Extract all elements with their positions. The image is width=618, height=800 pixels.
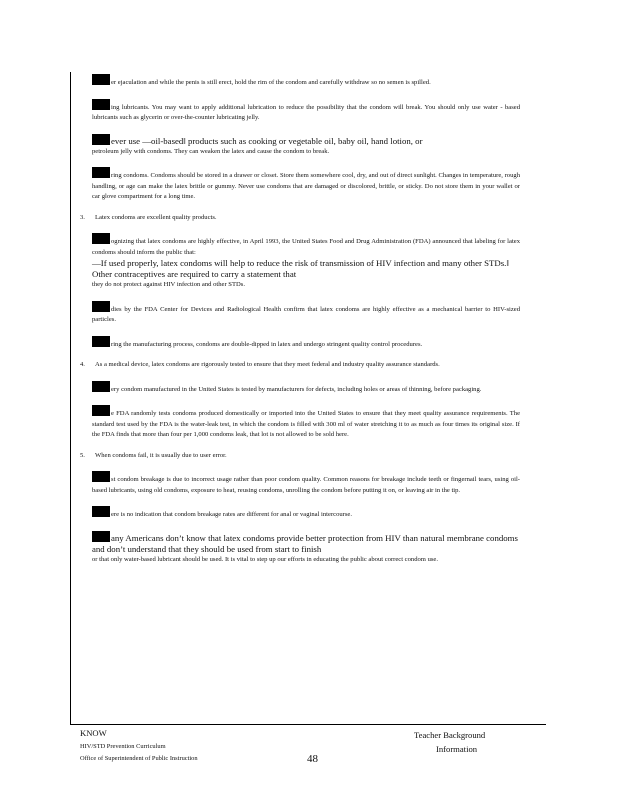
section-5: [80, 451, 520, 462]
bullet-text: ing lubricants. You may want to apply additional lubrication to reduce the possibility that the condom will break. You should only use water - based lubricants such as glycerin or over-the-counter lubricating jelly.: [92, 103, 520, 121]
left-margin-rule: [70, 72, 71, 724]
redaction-block: [92, 506, 110, 517]
redaction-block: [92, 74, 110, 85]
redaction-block: [92, 381, 110, 392]
bullet-text: ognizing that latex condoms are highly effective, in April 1993, the United States Food and Drug Administration (FDA) announced that labeling for latex condoms should inform the public that:: [92, 238, 520, 256]
footer-know: KNOW: [80, 728, 107, 738]
bullet-breakage-causes: [92, 471, 520, 496]
bullet-text-large: ever use —oil-based‖ products such as cooking or vegetable oil, baby oil, hand lotion, or: [111, 135, 423, 146]
bullet-storing: [92, 167, 520, 203]
section-number: 3.: [80, 213, 85, 221]
section-number: 5.: [80, 451, 85, 459]
redaction-block: [92, 336, 110, 347]
bullet-never-oil: [92, 134, 520, 158]
redaction-block: [92, 233, 110, 244]
section-number: 4.: [80, 361, 85, 368]
bullet-text: ring the manufacturing process, condoms are double-dipped in latex and undergo stringent quality control procedures.: [111, 340, 423, 348]
bullet-text: ring condoms. Condoms should be stored in a drawer or closet. Store them somewhere cool, dry, and out of direct sunlight. Changes in temperature, rough handling, or age can make the latex brittle or gummy. Never use condoms that are damaged or discolored, brittle, or sticky. Do not store them in your wallet or car glove compartment for a long time.: [92, 172, 520, 200]
footer-information: Information: [436, 744, 478, 754]
bullet-text: e FDA randomly tests condoms produced domestically or imported into the United States to ensure that they meet quality assurance requirements. The standard test used by the FDA is the water-leak test, in which the condom is filled with 300 ml of water stretching it to as much as four times its original size. If the FDA finds that more than four per 1,000 condoms leak, that lot is not allowed to be sold here.: [92, 410, 520, 438]
footer-rule: [70, 724, 546, 725]
bullet-manufacturing: [92, 336, 520, 351]
page-content: [80, 74, 520, 575]
bullet-text: ere is no indication that condom breakage rates are different for anal or vaginal intercourse.: [111, 511, 352, 518]
page-number: 48: [307, 753, 318, 765]
bullet-text-large: —If used properly, latex condoms will help to reduce the risk of transmission of HIV infection and many other STDs.‖ Other contraceptives are required to carry a statement that: [92, 258, 509, 279]
bullet-fda-studies: [92, 301, 520, 326]
redaction-block: [92, 405, 110, 416]
bullet-text: petroleum jelly with condoms. They can weaken the latex and cause the condom to break.: [92, 147, 330, 155]
redaction-block: [92, 471, 110, 482]
bullet-every-condom: [92, 381, 520, 396]
bullet-fda-labeling: [92, 233, 520, 291]
bullet-anal-vaginal: [92, 506, 520, 521]
section-heading: Latex condoms are excellent quality products.: [95, 213, 217, 221]
redaction-block: [92, 167, 110, 178]
bullet-many-americans: [92, 531, 520, 566]
bullet-text: they do not protect against HIV infection and other STDs.: [92, 281, 245, 288]
bullet-text-large: any Americans don’t know that latex condoms provide better protection from HIV than natural membrane condoms and don’t understand that they should be used from start to finish: [92, 532, 518, 554]
redaction-block: [92, 134, 110, 145]
section-3: [80, 213, 520, 224]
footer-curriculum: HIV/STD Prevention Curriculum: [80, 743, 166, 750]
bullet-text: dies by the FDA Center for Devices and Radiological Health confirm that latex condoms are highly effective as a mechanical barrier to HIV-sized particles.: [92, 305, 520, 323]
section-heading: As a medical device, latex condoms are rigorously tested to ensure that they meet federal and industry quality assurance standards.: [95, 361, 440, 368]
bullet-withdraw: [92, 74, 520, 89]
bullet-lubricants: [92, 99, 520, 124]
bullet-text: st condom breakage is due to incorrect usage rather than poor condom quality. Common reasons for breakage include teeth or fingernail tears, using oil-based lubricants, using old condoms, exposure to heat, reusing condoms, unrolling the condom before putting it on, or leaving air in the tip.: [92, 476, 520, 494]
bullet-text: or that only water-based lubricant should be used. It is vital to step up our efforts in educating the public about correct condom use.: [92, 555, 439, 563]
redaction-block: [92, 531, 110, 542]
section-heading: When condoms fail, it is usually due to user error.: [95, 451, 227, 459]
footer-teacher-background: Teacher Background: [414, 730, 486, 740]
bullet-fda-random-tests: [92, 405, 520, 441]
footer-office: Office of Superintendent of Public Instruction: [80, 755, 198, 762]
section-4: [80, 360, 520, 371]
redaction-block: [92, 99, 110, 110]
bullet-text: ery condom manufactured in the United States is tested by manufacturers for defects, including holes or areas of thinning, before packaging.: [111, 385, 482, 393]
redaction-block: [92, 301, 110, 312]
bullet-text: er ejaculation and while the penis is still erect, hold the rim of the condom and carefully withdraw so no semen is spilled.: [111, 79, 431, 86]
